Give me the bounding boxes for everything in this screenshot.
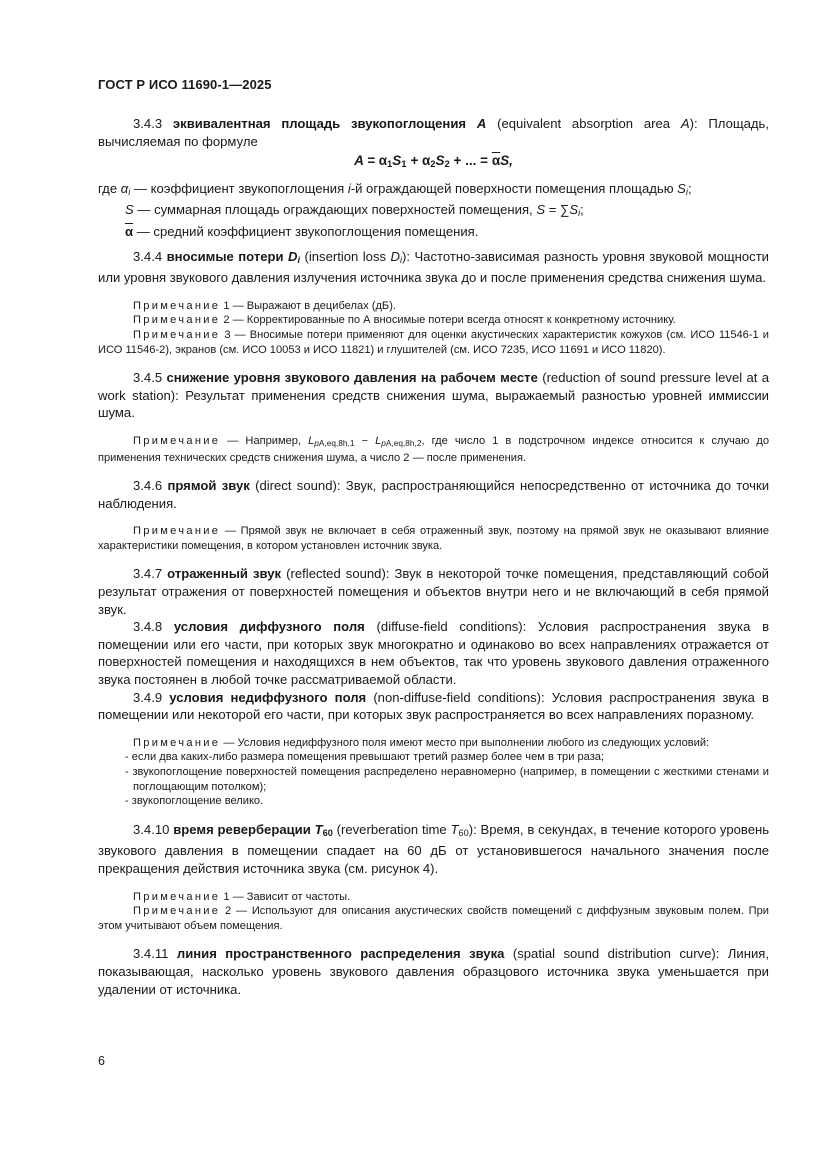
section-3-4-3: 3.4.3 эквивалентная площадь звукопоглощения A (equivalent absorption area A): Площадь, вычисляемая по формуле [98, 116, 770, 149]
formula: $A = \alpha_1S_1 + \alpha_2S_2$ + ... = $\overline{\alpha}S$, [354, 153, 513, 171]
def-text: — коэффициент звукопоглощения [133, 180, 345, 196]
note-label: Примечание [133, 328, 221, 341]
note [98, 736, 769, 751]
def-text: — средний коэффициент звукопоглощения помещения. [136, 223, 479, 239]
where-label: где [98, 180, 118, 196]
note [98, 524, 769, 553]
section-number: 3.4.8 [133, 619, 163, 635]
note-label: Примечание [133, 525, 221, 538]
page-number: 6 [98, 1054, 105, 1068]
term: условия недиффузного поля [169, 689, 367, 705]
term: вносимые потери [166, 248, 284, 264]
where-alpha-mean: $\overline{\alpha}$ — средний коэффициент звукопоглощения помещения. [125, 223, 479, 239]
section-3-4-7 [98, 565, 769, 618]
term: отраженный звук [167, 566, 282, 582]
list-item: - если два каких-либо размера помещения превышают третий размер более чем в три раза; [125, 751, 605, 764]
section-3-4-6 [98, 477, 769, 512]
note-text: , где число 1 в подстрочном индексе относится к случаю до применения технических средств снижения шума, а число 2 — после применения. [98, 434, 769, 464]
section-3-4-5 [98, 369, 769, 422]
list-item: - звукопоглощение велико. [125, 795, 264, 808]
body-text: (reflected sound): Звук в некоторой точке помещения, представляющий собой результат отражения от поверхностей помещения и объектов внутри него и не включающий в себя прямой звук. [98, 566, 769, 617]
section-number: 3.4.4 [133, 248, 163, 264]
def-text: — суммарная площадь ограждающих поверхностей помещения, [137, 202, 533, 218]
body-text: (equivalent absorption area [497, 116, 671, 131]
note-label: Примечание [133, 299, 221, 312]
section-3-4-9 [98, 689, 769, 724]
note [98, 299, 769, 314]
note-label: Примечание [133, 736, 221, 749]
page-content [98, 115, 769, 998]
note-text: 1 — Выражают в децибелах (дБ). [223, 299, 396, 312]
note-text: 2 — Используют для описания акустических свойств помещений с диффузным звуковым полем. При этом учитывают объем помещения. [98, 905, 769, 932]
body-text: (direct sound): Звук, распространяющийся непосредственно от источника до точки наблюдения. [98, 478, 770, 511]
section-3-4-4: 3.4.4 вносимые потери $D_i$ (insertion loss $D_i$): Частотно-зависимая разность уровня звуковой мощности или уровня звукового давления излучения источника звука до и после применения средства снижения шума. [98, 248, 769, 286]
body-text: (reduction of sound pressure level at a work station): Результат применения средств снижения шума, выражаемый разностью уровней иммиссии шума. [98, 370, 769, 421]
section-number: 3.4.10 [133, 821, 170, 837]
section-3-4-8 [98, 618, 769, 688]
note [98, 890, 769, 905]
note-text: 3 — Вносимые потери применяют для оценки акустических характеристик кожухов (см. ИСО 11546-1 и ИСО 11546-2), экранов (см. ИСО 10053 и ИСО 11821) и глушителей (см. ИСО 7235, ИСО 11691 и ИСО 11820). [98, 328, 769, 356]
note-text: 2 — Корректированные по А вносимые потери всегда относят к конкретному источнику. [223, 314, 676, 327]
note: Примечание — Например, $L_{pA,eq,8h,1} - L_{pA,eq,8h,2}$, где число 1 в подстрочном индексе относится к случаю до применения технических средств снижения шума, а число 2 — после применения. [98, 434, 769, 464]
section-number: 3.4.9 [133, 689, 163, 705]
term: эквивалентная площадь звукопоглощения [172, 116, 467, 131]
section-number: 3.4.5 [133, 370, 163, 386]
body-text: (reverberation time [336, 821, 447, 837]
term: время реверберации [173, 821, 311, 837]
section-number: 3.4.11 [133, 946, 169, 962]
term: снижение уровня звукового давления на рабочем месте [166, 370, 538, 386]
note-text: — Условия недиффузного поля имеют место при выполнении любого из следующих условий: [223, 736, 710, 749]
body-text: (spatial sound distribution curve): Линия, показывающая, насколько уровень звукового давления образцового источника звука уменьшается при удалении от источника. [98, 946, 769, 997]
note-label: Примечание [133, 890, 221, 903]
section-3-4-11 [98, 945, 769, 998]
note [98, 328, 769, 357]
body-text: ): Время, в секундах, в течение которого уровень звукового давления в помещении спадает на 60 дБ от установившегося начального значения после прекращения действия источника звука (см. рисунок 4). [98, 821, 770, 876]
note-label: Примечание [133, 434, 221, 447]
term: условия диффузного поля [173, 619, 365, 635]
note-text: 1 — Зависит от частоты. [223, 890, 351, 903]
note-label: Примечание [133, 314, 221, 327]
term: прямой звук [167, 478, 250, 494]
note [98, 313, 769, 328]
note-text: — Например, [227, 434, 302, 447]
body-text: (non-diffuse-field conditions): Условия распространения звука в помещении или некоторой его части, при которых звук распространяется во всех направлениях поразному. [98, 689, 769, 723]
formula-tail: + ... = [453, 153, 489, 169]
body-text: ): Площадь, вычисляемая по формуле [98, 116, 770, 149]
document-header: ГОСТ Р ИСО 11690-1—2025 [98, 77, 272, 92]
body-text: (diffuse-field conditions): Условия распространения звука в помещении или его части, при которых звук многократно и одинаково во всех направлениях отражается от поверхностей помещения и находящихся в нем объектов, так что уровень звукового давления отраженного звука постоянен в любой точке рассматриваемой области. [98, 619, 770, 688]
section-number: 3.4.3 [133, 116, 163, 131]
section-number: 3.4.7 [133, 566, 163, 582]
where-alpha-i: где $\alpha_i$ — коэффициент звукопоглощения i-й ограждающей поверхности помещения площадью $S_i$; [98, 180, 692, 197]
def-text: -й ограждающей поверхности помещения площадью [350, 180, 674, 196]
note [98, 904, 769, 933]
body-text: ): Частотно-зависимая разность уровня звуковой мощности или уровня звукового давления излучения источника звука до и после применения средства снижения шума. [98, 248, 769, 286]
body-text: (insertion loss [304, 248, 387, 264]
section-number: 3.4.6 [133, 478, 163, 494]
term: линия пространственного распределения звука [176, 946, 505, 962]
list-item: - звукопоглощение поверхностей помещения распределено неравномерно (например, в помещении с жесткими стенами и поглощающим потолком); [125, 766, 769, 793]
note-label: Примечание [133, 905, 221, 918]
section-3-4-10: 3.4.10 время реверберации $T_{60}$ (reverberation time $T_{60}$): Время, в секундах, в течение которого уровень звукового давления в помещении спадает на 60 дБ от установившегося начального значения после прекращения действия источника звука (см. рисунок 4). [98, 821, 770, 876]
where-s: S — суммарная площадь ограждающих поверхностей помещения, $S = \sum S_i$; [125, 202, 584, 219]
note-text: — Прямой звук не включает в себя отраженный звук, поэтому на прямой звук не оказывают влияние характеристики помещения, в котором установлен источник звука. [98, 525, 769, 552]
